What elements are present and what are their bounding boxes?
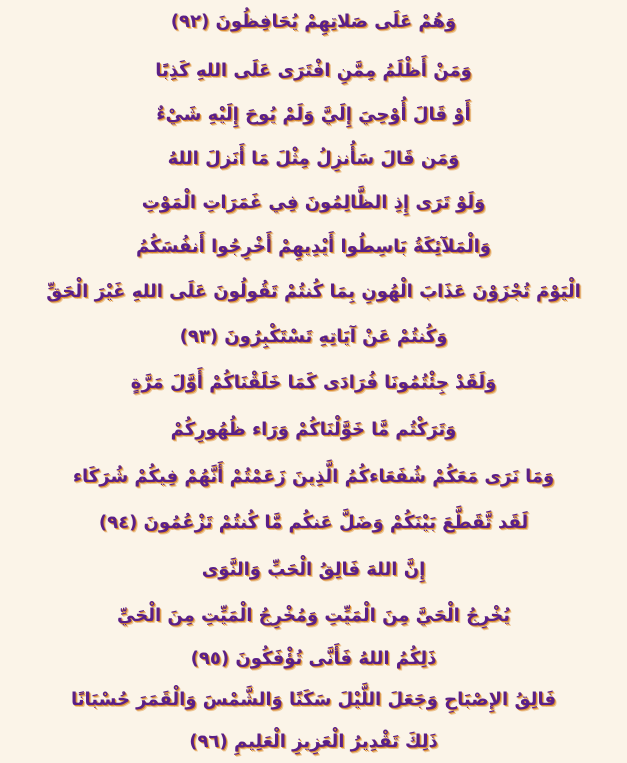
verse-line: وَلَقَدْ جِئْتُمُونَا فُرَادَى كَمَا خَلَقْنَاكُمْ أَوَّلَ مَرَّةٍ	[130, 372, 497, 393]
verse-line: وَمَا نَرَى مَعَكُمْ شُفَعَاءكُمُ الَّذِينَ زَعَمْتُمْ أَنَّهُمْ فِيكُمْ شُرَكَاء	[72, 466, 555, 487]
verse-line: أَوْ قَالَ أُوْحِيَ إِلَيَّ وَلَمْ يُوحَ إِلَيْهِ شَيْءٌ	[156, 104, 471, 125]
verse-line: يُخْرِجُ الْحَيَّ مِنَ الْمَيِّتِ وَمُخْرِجُ الْمَيِّتِ مِنَ الْحَيِّ	[117, 605, 510, 626]
verse-line: إِنَّ اللهَ فَالِقُ الْحَبِّ وَالنَّوَى	[201, 559, 426, 580]
verse-line: وَتَرَكْتُم مَّا خَوَّلْنَاكُمْ وَرَاء ظُهُورِكُمْ	[170, 419, 457, 440]
verse-line: لَقَد تَّقَطَّعَ بَيْنَكُمْ وَضَلَّ عَنكُم مَّا كُنتُمْ تَزْعُمُونَ (٩٤)	[98, 512, 529, 533]
verse-line: فَالِقُ الإِصْبَاحِ وَجَعَلَ اللَّيْلَ سَكَنًا وَالشَّمْسَ وَالْقَمَرَ حُسْبَانًا	[71, 689, 556, 710]
verse-line: وَكُنتُمْ عَنْ آيَاتِهِ تَسْتَكْبِرُونَ (٩٣)	[179, 326, 448, 347]
verse-line: ذَلِكَ تَقْدِيرُ الْعَزِيزِ الْعَلِيمِ (٩٦)	[189, 731, 438, 752]
verse-line: وَالْمَلآئِكَةُ بَاسِطُوا أَيْدِيهِمْ أَخْرِجُوا أَنفُسَكُمُ	[136, 236, 491, 257]
verse-line: ذَلِكُمُ اللهُ فَأَنَّى تُؤْفَكُونَ (٩٥)	[190, 648, 437, 669]
verse-line: وَمَنْ أَظْلَمُ مِمَّنِ افْتَرَى عَلَى اللهِ كَذِبًا	[155, 60, 472, 81]
verse-line: وَمَن قَالَ سَأُنزِلُ مِثْلَ مَا أَنَزلَ اللهُ	[167, 148, 460, 169]
verse-line: الْيَوْمَ تُجْزَوْنَ عَذَابَ الْهُونِ بِمَا كُنتُمْ تَقُولُونَ عَلَى اللهِ غَيْرَ الْحَقِّ	[46, 281, 581, 302]
verse-line: وَلَوْ تَرَى إِذِ الظَّالِمُونَ فِي غَمَرَاتِ الْمَوْتِ	[141, 192, 486, 213]
verse-line: وَهُمْ عَلَى صَلاتِهِمْ يُحَافِظُونَ (٩٢)	[170, 11, 457, 32]
